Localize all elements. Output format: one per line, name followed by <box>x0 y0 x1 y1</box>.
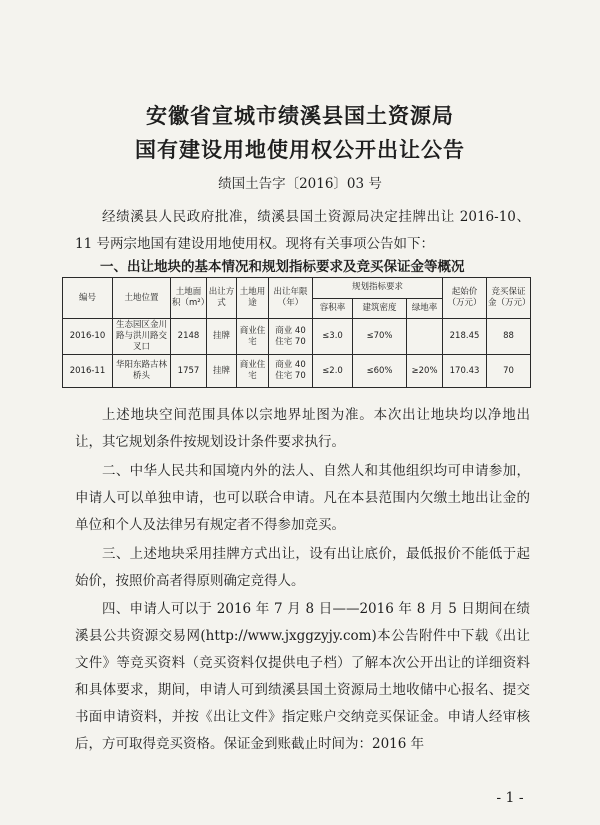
cell-density: ≤60% <box>353 355 407 388</box>
cell-location: 生态园区金川路与洪川路交叉口 <box>113 319 171 355</box>
header-method: 出让方式 <box>207 278 237 319</box>
land-parcel-table <box>62 277 531 388</box>
intro-paragraph: 经绩溪县人民政府批准，绩溪县国土资源局决定挂牌出让 2016-10、11 号两宗地国有建设用地使用权。现将有关事项公告如下： <box>75 209 530 252</box>
header-deposit: 竞买保证金（万元） <box>487 278 531 319</box>
header-use: 土地用途 <box>237 278 269 319</box>
cell-method: 挂牌 <box>207 319 237 355</box>
cell-green: ≥20% <box>407 355 443 388</box>
cell-use: 商业住宅 <box>237 319 269 355</box>
cell-term: 商业 40 住宅 70 <box>269 355 313 388</box>
cell-method: 挂牌 <box>207 355 237 388</box>
title-line-1: 安徽省宣城市绩溪县国土资源局 <box>146 103 454 128</box>
page-number: - 1 - <box>496 790 524 806</box>
section-1-note: 上述地块空间范围具体以宗地界址图为准。本次出让地块均以净地出让，其它规划条件按规划设计条件要求执行。 <box>75 407 530 450</box>
cell-number: 2016-10 <box>63 319 113 355</box>
header-far: 容积率 <box>313 298 353 319</box>
header-number: 编号 <box>63 278 113 319</box>
cell-use: 商业住宅 <box>237 355 269 388</box>
cell-area: 2148 <box>171 319 207 355</box>
cell-area: 1757 <box>171 355 207 388</box>
cell-deposit: 88 <box>487 319 531 355</box>
page-footer <box>0 790 600 806</box>
header-start-price: 起始价（万元） <box>443 278 487 319</box>
cell-start-price: 218.45 <box>443 319 487 355</box>
header-area: 土地面积（m²） <box>171 278 207 319</box>
cell-green <box>407 319 443 355</box>
cell-far: ≤2.0 <box>313 355 353 388</box>
section-1-heading: 一、出让地块的基本情况和规划指标要求及竞买保证金等概况 <box>100 259 465 275</box>
cell-density: ≤70% <box>353 319 407 355</box>
table-row <box>63 319 531 355</box>
cell-start-price: 170.43 <box>443 355 487 388</box>
header-green: 绿地率 <box>407 298 443 319</box>
section-2-paragraph: 二、中华人民共和国境内外的法人、自然人和其他组织均可申请参加，申请人可以单独申请，也可以联合申请。凡在本县范围内欠缴土地出让金的单位和个人及法律另有规定者不得参加竞买。 <box>75 463 530 533</box>
header-planning: 规划指标要求 <box>313 278 443 299</box>
header-location: 土地位置 <box>113 278 171 319</box>
table-row <box>63 355 531 388</box>
title-line-2: 国有建设用地使用权公开出让公告 <box>135 137 465 162</box>
section-3-paragraph: 三、上述地块采用挂牌方式出让，设有出让底价，最低报价不能低于起始价，按照价高者得原则确定竞得人。 <box>75 546 530 589</box>
section-4-paragraph: 四、申请人可以于 2016 年 7 月 8 日——2016 年 8 月 5 日期间在绩溪县公共资源交易网(http://www.jxggzyjy.com)本公告附件中下载《出让文件》等竞买资料（竞买资料仅提供电子档）了解本次公开出让的详细资料和具体要求，期间，申请人可到绩溪县国土资源局土地收储中心报名、提交书面申请资料，并按《出让文件》指定账户交纳竞买保证金。申请人经审核后，方可取得竞买资格。保证金到账截止时间为：2016 年 <box>75 601 530 752</box>
cell-term: 商业 40 住宅 70 <box>269 319 313 355</box>
document-number: 绩国土告字〔2016〕03 号 <box>218 176 382 192</box>
cell-far: ≤3.0 <box>313 319 353 355</box>
header-term: 出让年限（年） <box>269 278 313 319</box>
table-header-row <box>63 278 531 299</box>
header-density: 建筑密度 <box>353 298 407 319</box>
cell-number: 2016-11 <box>63 355 113 388</box>
cell-location: 华阳东路古林桥头 <box>113 355 171 388</box>
cell-deposit: 70 <box>487 355 531 388</box>
